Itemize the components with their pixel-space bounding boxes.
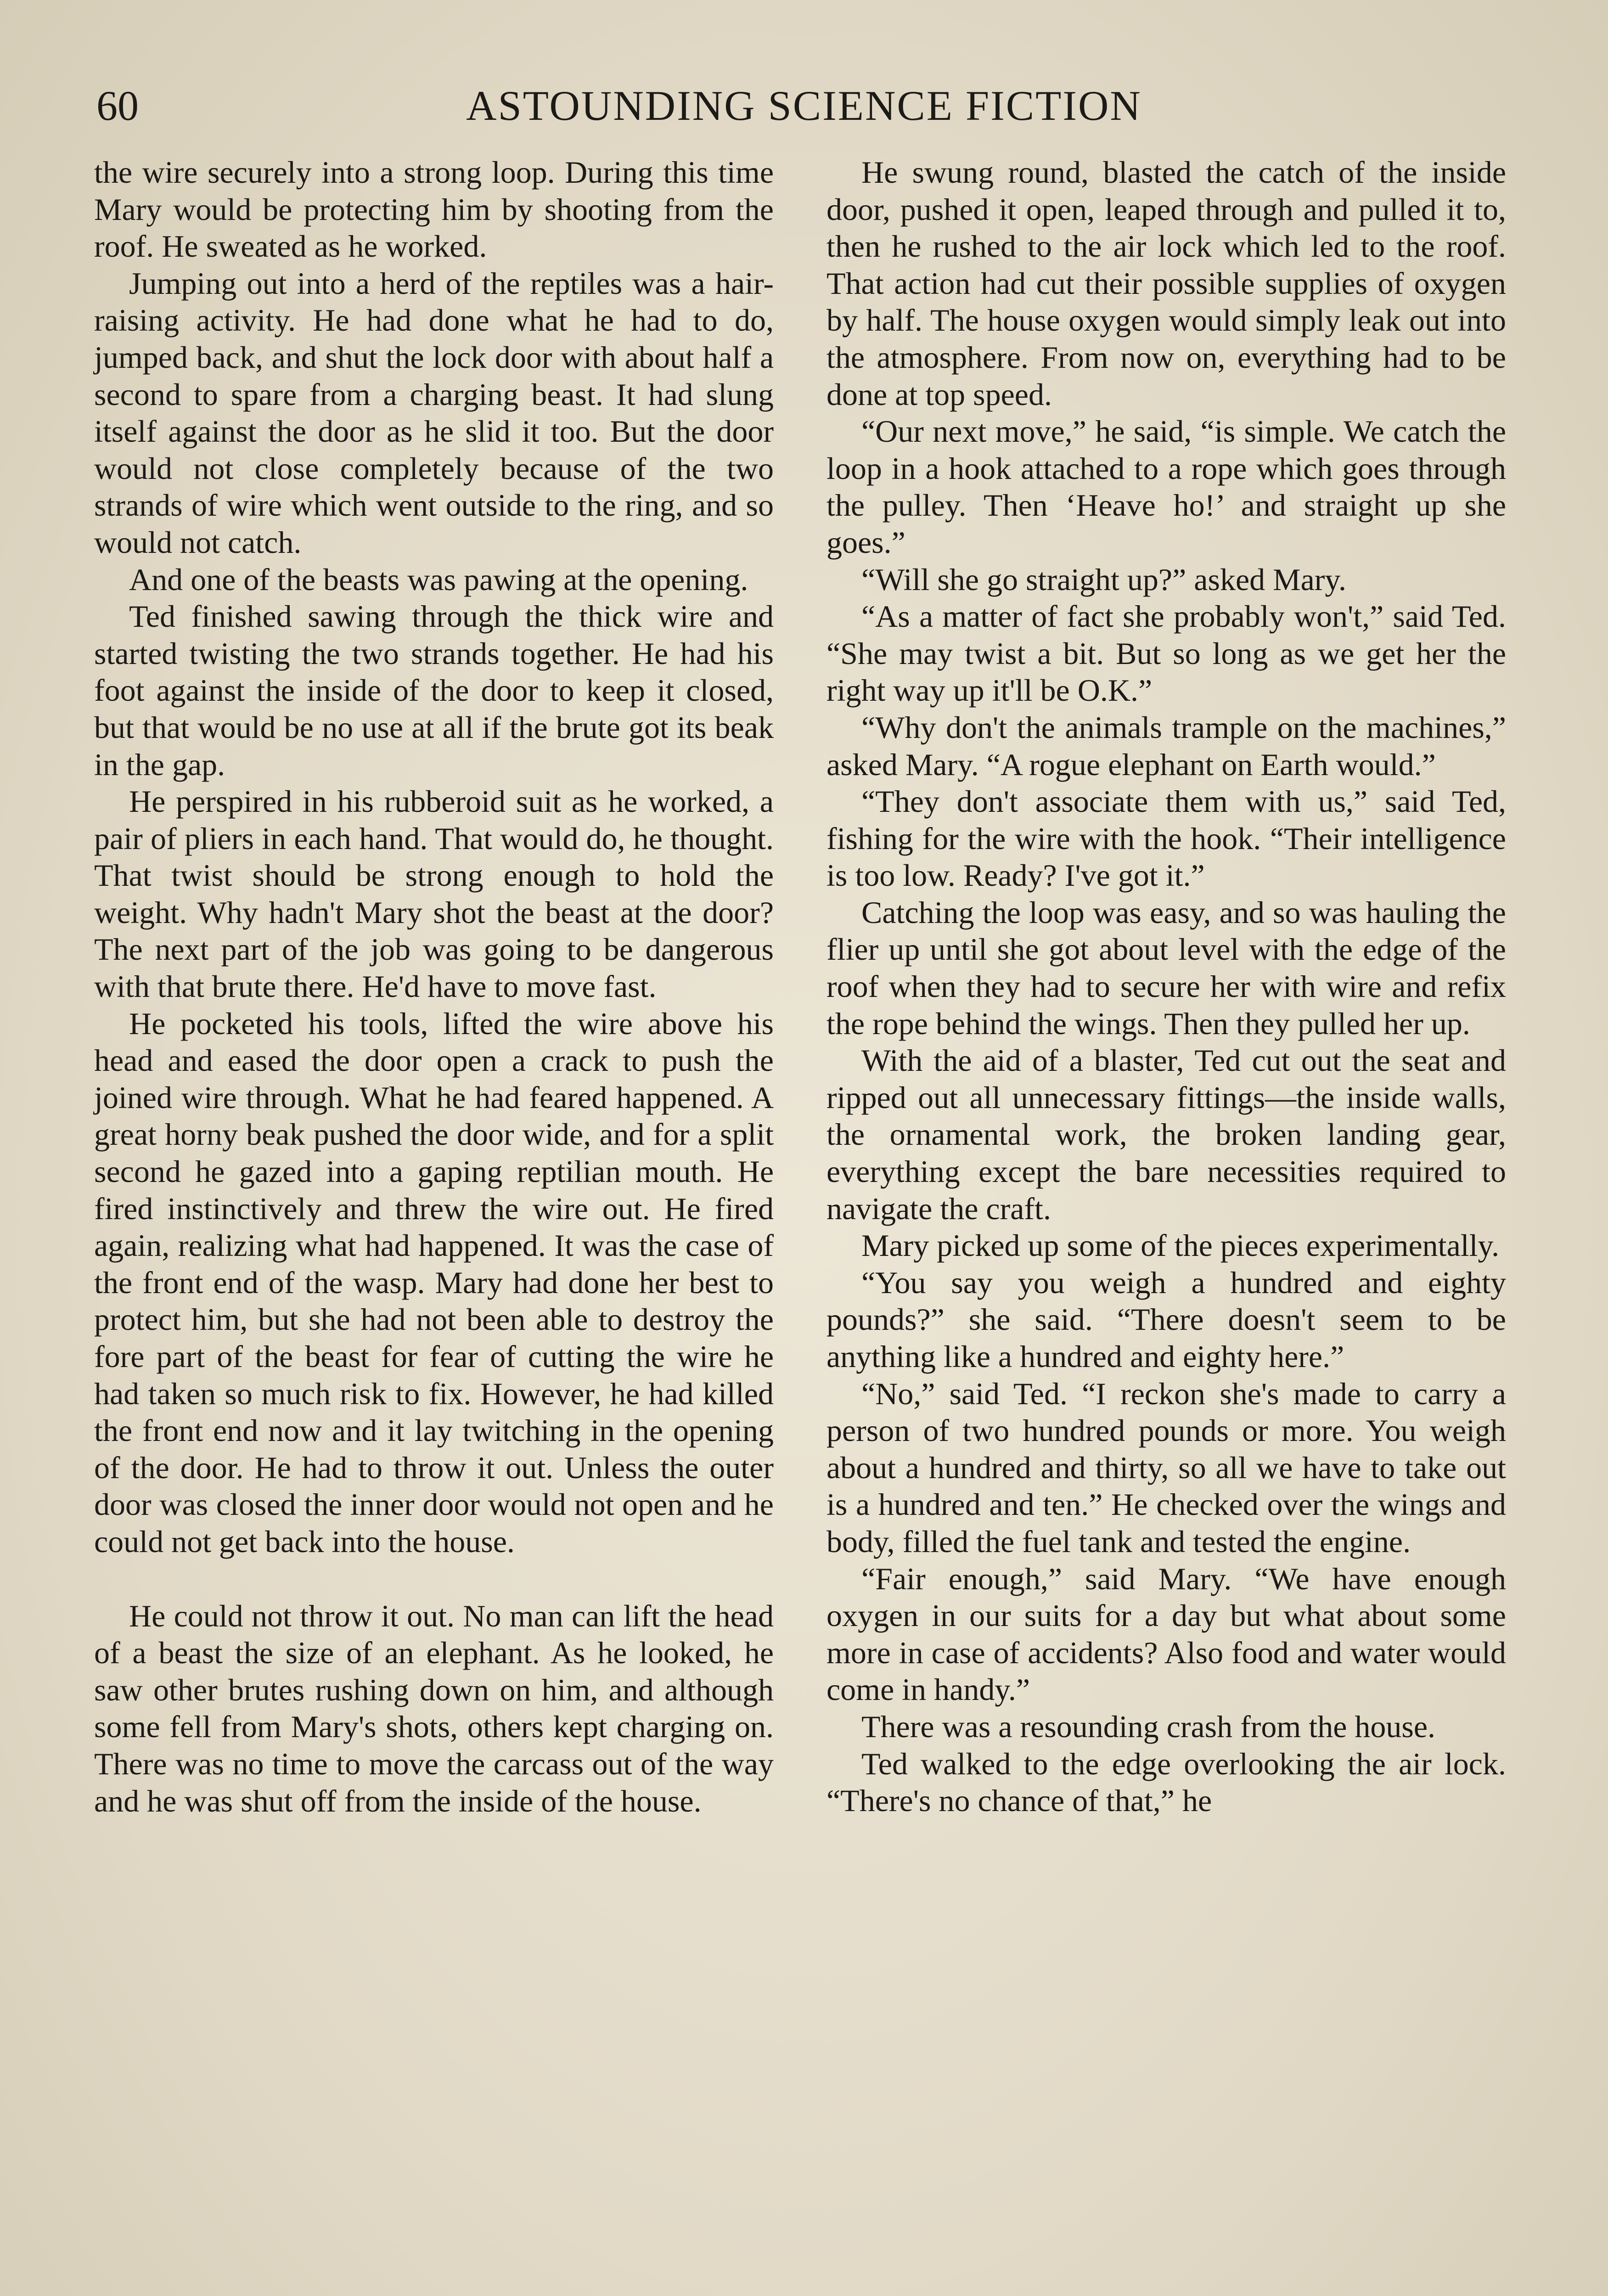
paragraph: Ted walked to the edge overlooking the air lock. “There's no chance of that,” he — [826, 1746, 1506, 1818]
paragraph: “You say you weigh a hundred and eighty pounds?” she said. “There doesn't seem to be anything like a hundred and eighty here.” — [826, 1265, 1506, 1374]
paragraph: And one of the beasts was pawing at the opening. — [129, 562, 748, 597]
left-text-column — [94, 154, 774, 1819]
paragraph: There was a resounding crash from the house. — [861, 1709, 1436, 1744]
paragraph: He perspired in his rubberoid suit as he worked, a pair of pliers in each hand. That would do, he thought. That twist should be strong enough to hold the weight. Why hadn't Mary shot the beast at the door? The next part of the job was going to be dangerous with that brute there. He'd have to move fast. — [94, 784, 774, 1004]
paragraph: Ted finished sawing through the thick wire and started twisting the two strands together. He had his foot against the inside of the door to keep it closed, but that would be no use at all if the brute got its beak in the gap. — [94, 599, 774, 782]
paragraph: Catching the loop was easy, and so was hauling the flier up until she got about level with the edge of the roof when they had to secure her with wire and refix the rope behind the wings. Then they pulled her up. — [826, 895, 1506, 1041]
running-head: ASTOUNDING SCIENCE FICTION — [466, 82, 1142, 129]
page-number: 60 — [96, 82, 139, 129]
paragraph: “They don't associate them with us,” said Ted, fishing for the wire with the hook. “Their intelligence is too low. Ready? I've got it.” — [826, 784, 1506, 893]
paragraph: Jumping out into a herd of the reptiles was a hair-raising activity. He had done what he had to do, jumped back, and shut the lock door with about half a second to spare from a charging beast. It had slung itself against the door as he slid it too. But the door would not close completely because of the two strands of wire which went outside to the ring, and so would not catch. — [94, 265, 774, 560]
page-header — [96, 78, 1512, 133]
paragraph: He could not throw it out. No man can lift the head of a beast the size of an elephant. As he looked, he saw other brutes rushing down on him, and although some fell from Mary's shots, others kept charging on. There was no time to move the carcass out of the way and he was shut off from the inside of the house. — [94, 1598, 774, 1818]
paragraph: “Our next move,” he said, “is simple. We catch the loop in a hook attached to a rope which goes through the pulley. Then ‘Heave ho!’ and straight up she goes.” — [826, 414, 1506, 560]
right-text-column — [826, 154, 1506, 1819]
paragraph: With the aid of a blaster, Ted cut out the seat and ripped out all unnecessary fittings—the inside walls, the ornamental work, the broken landing gear, everything except the bare necessities required to navigate the craft. — [826, 1043, 1506, 1226]
paragraph: the wire securely into a strong loop. During this time Mary would be protecting him by shooting from the roof. He sweated as he worked. — [94, 155, 774, 264]
paragraph: “As a matter of fact she probably won't,” said Ted. “She may twist a bit. But so long as we get her the right way up it'll be O.K.” — [826, 599, 1506, 708]
paragraph: “No,” said Ted. “I reckon she's made to carry a person of two hundred pounds or more. You weigh about a hundred and thirty, so all we have to take out is a hundred and ten.” He checked over the wings and body, filled the fuel tank and tested the engine. — [826, 1376, 1506, 1559]
paragraph: “Will she go straight up?” asked Mary. — [861, 562, 1346, 597]
paragraph: He swung round, blasted the catch of the inside door, pushed it open, leaped through and pulled it to, then he rushed to the air lock which led to the roof. That action had cut their possible supplies of oxygen by half. The house oxygen would simply leak out into the atmosphere. From now on, everything had to be done at top speed. — [826, 155, 1506, 412]
paragraph: Mary picked up some of the pieces experimentally. — [861, 1228, 1500, 1263]
paragraph: “Why don't the animals trample on the machines,” asked Mary. “A rogue elephant on Earth would.” — [826, 709, 1506, 782]
paragraph: He pocketed his tools, lifted the wire above his head and eased the door open a crack to push the joined wire through. What he had feared happened. A great horny beak pushed the door wide, and for a split second he gazed into a gaping reptilian mouth. He fired instinctively and threw the wire out. He fired again, realizing what had happened. It was the case of the front end of the wasp. Mary had done her best to protect him, but she had not been able to destroy the fore part of the beast for fear of cutting the wire he had taken so much risk to fix. However, he had killed the front end now and it lay twitching in the opening of the door. He had to throw it out. Unless the outer door was closed the inner door would not open and he could not get back into the house. — [94, 1006, 774, 1559]
paragraph: “Fair enough,” said Mary. “We have enough oxygen in our suits for a day but what about some more in case of accidents? Also food and water would come in handy.” — [826, 1561, 1506, 1707]
